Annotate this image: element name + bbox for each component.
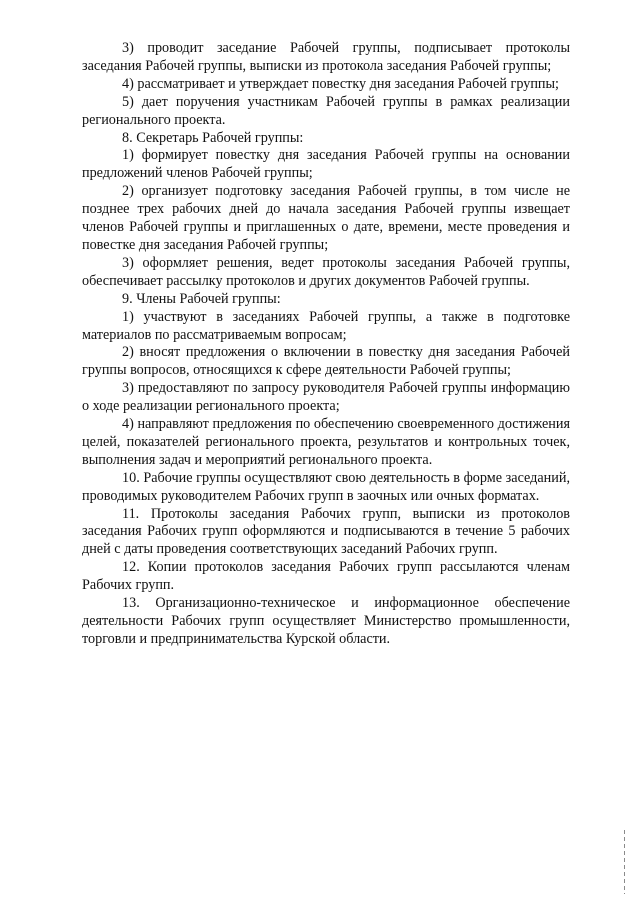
paragraph-chair-item-4: 4) рассматривает и утверждает повестку дня заседания Рабочей группы; bbox=[122, 75, 559, 92]
paragraph-members-item-2: 2) вносят предложения о включении в повестку дня заседания Рабочей группы вопросов, относящихся к сфере деятельности Рабочей группы; bbox=[82, 344, 570, 379]
document-page bbox=[82, 40, 570, 649]
section-13-paragraph: 13. Организационно-техническое и информационное обеспечение деятельности Рабочих групп осуществляет Министерство промышленности, торговли и предпринимательства Курской области. bbox=[82, 595, 570, 647]
scan-edge-mark bbox=[624, 830, 625, 894]
paragraph-members-item-1: 1) участвуют в заседаниях Рабочей группы, а также в подготовке материалов по рассматриваемым вопросам; bbox=[82, 308, 570, 343]
section-11-paragraph: 11. Протоколы заседания Рабочих групп, выписки из протоколов заседания Рабочих групп оформляются и подписываются в течение 5 рабочих дней с даты проведения соответствующих заседаний Рабочих групп. bbox=[82, 505, 570, 558]
section-10-paragraph: 10. Рабочие группы осуществляют свою деятельность в форме заседаний, проводимых руководителем Рабочих групп в заочных или очных форматах. bbox=[82, 469, 570, 504]
paragraph-secretary-item-1: 1) формирует повестку дня заседания Рабочей группы на основании предложений членов Рабочей группы; bbox=[82, 147, 570, 182]
paragraph-chair-item-3: 3) проводит заседание Рабочей группы, подписывает протоколы заседания Рабочей группы, выписки из протокола заседания Рабочей группы; bbox=[82, 40, 570, 74]
paragraph-members-item-3: 3) предоставляют по запросу руководителя Рабочей группы информацию о ходе реализации регионального проекта; bbox=[82, 380, 570, 415]
paragraph-secretary-item-2: 2) организует подготовку заседания Рабочей группы, в том числе не позднее трех рабочих дней до начала заседания Рабочей группы извещает членов Рабочей группы и приглашенных о дате, времени, месте проведения и повестке дня заседания Рабочей группы; bbox=[82, 183, 570, 253]
section-12-paragraph: 12. Копии протоколов заседания Рабочих групп рассылаются членам Рабочих групп. bbox=[82, 559, 570, 594]
paragraph-chair-item-5: 5) дает поручения участникам Рабочей группы в рамках реализации регионального проекта. bbox=[82, 93, 570, 128]
paragraph-secretary-item-3: 3) оформляет решения, ведет протоколы заседания Рабочей группы, обеспечивает рассылку протоколов и других документов Рабочей группы. bbox=[82, 254, 570, 289]
paragraph-members-item-4: 4) направляют предложения по обеспечению своевременного достижения целей, показателей регионального проекта, результатов и контрольных точек, выполнения задач и мероприятий регионального проекта. bbox=[82, 416, 570, 468]
section-9-heading: 9. Члены Рабочей группы: bbox=[122, 290, 281, 307]
section-8-heading: 8. Секретарь Рабочей группы: bbox=[122, 129, 304, 146]
